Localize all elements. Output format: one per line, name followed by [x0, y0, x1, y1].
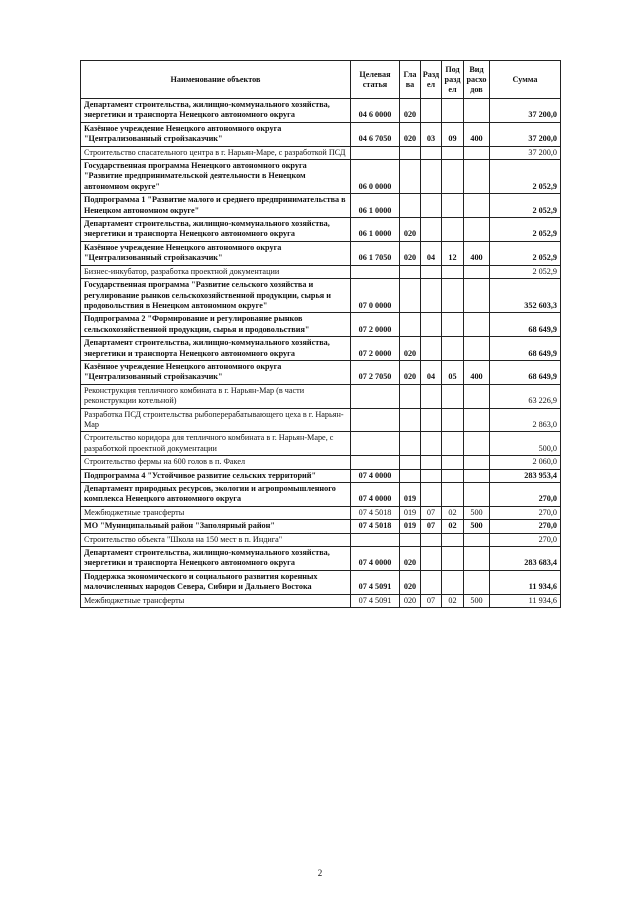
cell-article: [351, 146, 400, 159]
table-row: [81, 520, 561, 533]
table-row: [81, 160, 561, 194]
table-row: [81, 265, 561, 278]
table-row: [81, 146, 561, 159]
cell-section: [421, 337, 442, 361]
cell-article: 07 4 5091: [351, 594, 400, 607]
cell-sum: 63 226,9: [490, 384, 561, 408]
cell-subsection: 02: [442, 506, 464, 519]
table-row: [81, 570, 561, 594]
cell-sum: 68 649,9: [490, 360, 561, 384]
table-row: [81, 533, 561, 546]
cell-expense-type: [464, 533, 490, 546]
table-row: [81, 337, 561, 361]
column-header-sum: Сумма: [490, 61, 561, 99]
cell-expense-type: [464, 384, 490, 408]
cell-subsection: 12: [442, 241, 464, 265]
cell-expense-type: 500: [464, 506, 490, 519]
cell-name: Государственная программа Ненецкого автономного округа "Развитие предпринимательской деятельности в Ненецком автономном округе": [81, 160, 351, 194]
cell-sum: 2 052,9: [490, 265, 561, 278]
cell-expense-type: [464, 99, 490, 123]
table-row: [81, 456, 561, 469]
cell-name: Строительство коридора для тепличного комбината в г. Нарьян-Маре, с разработкой проектной документации: [81, 432, 351, 456]
cell-name: Департамент строительства, жилищно-коммунального хозяйства, энергетики и транспорта Ненецкого автономного округа: [81, 547, 351, 571]
cell-sum: 270,0: [490, 520, 561, 533]
cell-section: [421, 384, 442, 408]
cell-name: Подпрограмма 2 "Формирование и регулирование рынков сельскохозяйственной продукции, сырья и продовольствия": [81, 313, 351, 337]
cell-sum: 2 052,9: [490, 241, 561, 265]
cell-sum: 2 052,9: [490, 218, 561, 242]
cell-chapter: 019: [400, 483, 421, 507]
cell-subsection: [442, 146, 464, 159]
cell-section: [421, 533, 442, 546]
cell-article: 07 4 5018: [351, 506, 400, 519]
cell-article: 06 1 0000: [351, 194, 400, 218]
cell-name: Межбюджетные трансферты: [81, 594, 351, 607]
table-row: [81, 408, 561, 432]
cell-sum: 270,0: [490, 533, 561, 546]
table-row: [81, 547, 561, 571]
cell-section: [421, 265, 442, 278]
cell-subsection: [442, 408, 464, 432]
table-row: [81, 594, 561, 607]
cell-article: 06 0 0000: [351, 160, 400, 194]
cell-subsection: 02: [442, 520, 464, 533]
cell-chapter: 020: [400, 218, 421, 242]
cell-chapter: [400, 313, 421, 337]
table-row: [81, 194, 561, 218]
table-row: [81, 469, 561, 482]
table-body: [81, 99, 561, 608]
cell-expense-type: [464, 547, 490, 571]
cell-subsection: [442, 533, 464, 546]
cell-name: Департамент строительства, жилищно-коммунального хозяйства, энергетики и транспорта Ненецкого автономного округа: [81, 99, 351, 123]
cell-name: Бизнес-инкубатор, разработка проектной документации: [81, 265, 351, 278]
cell-sum: 37 200,0: [490, 122, 561, 146]
cell-article: 06 1 7050: [351, 241, 400, 265]
cell-subsection: [442, 279, 464, 313]
cell-expense-type: [464, 337, 490, 361]
cell-article: 07 4 5018: [351, 520, 400, 533]
cell-article: 07 2 0000: [351, 337, 400, 361]
cell-section: 04: [421, 241, 442, 265]
cell-chapter: 020: [400, 122, 421, 146]
cell-expense-type: [464, 408, 490, 432]
cell-chapter: [400, 265, 421, 278]
cell-name: Строительство спасательного центра в г. Нарьян-Маре, с разработкой ПСД: [81, 146, 351, 159]
cell-section: [421, 279, 442, 313]
cell-section: [421, 160, 442, 194]
cell-article: [351, 265, 400, 278]
cell-article: 07 2 7050: [351, 360, 400, 384]
cell-article: 07 2 0000: [351, 313, 400, 337]
cell-article: 04 6 0000: [351, 99, 400, 123]
cell-section: 07: [421, 520, 442, 533]
cell-sum: 2 052,9: [490, 194, 561, 218]
cell-subsection: [442, 547, 464, 571]
cell-article: 04 6 7050: [351, 122, 400, 146]
table-row: [81, 483, 561, 507]
cell-subsection: [442, 218, 464, 242]
cell-sum: 68 649,9: [490, 313, 561, 337]
cell-subsection: 05: [442, 360, 464, 384]
cell-chapter: 020: [400, 547, 421, 571]
cell-section: [421, 99, 442, 123]
cell-section: 03: [421, 122, 442, 146]
cell-sum: 11 934,6: [490, 594, 561, 607]
cell-expense-type: [464, 218, 490, 242]
cell-sum: 2 060,0: [490, 456, 561, 469]
cell-section: [421, 483, 442, 507]
cell-name: Государственная программа "Развитие сельского хозяйства и регулирование рынков сельскохозяйственной продукции, сырья и продовольствия в Ненецком автономном округе": [81, 279, 351, 313]
cell-sum: 283 683,4: [490, 547, 561, 571]
cell-name: Казённое учреждение Ненецкого автономного округа "Централизованный стройзаказчик": [81, 241, 351, 265]
cell-subsection: [442, 265, 464, 278]
cell-expense-type: [464, 265, 490, 278]
cell-article: 07 4 5091: [351, 570, 400, 594]
cell-section: [421, 146, 442, 159]
cell-sum: 37 200,0: [490, 146, 561, 159]
cell-name: Казённое учреждение Ненецкого автономного округа "Централизованный стройзаказчик": [81, 360, 351, 384]
cell-name: МО "Муниципальный район "Заполярный район": [81, 520, 351, 533]
cell-article: 07 4 0000: [351, 547, 400, 571]
cell-subsection: [442, 456, 464, 469]
cell-subsection: [442, 483, 464, 507]
cell-section: 07: [421, 506, 442, 519]
cell-section: [421, 456, 442, 469]
cell-expense-type: [464, 279, 490, 313]
cell-section: 04: [421, 360, 442, 384]
column-header-subsection: Под разд ел: [442, 61, 464, 99]
cell-chapter: [400, 456, 421, 469]
cell-subsection: [442, 313, 464, 337]
cell-name: Реконструкция тепличного комбината в г. Нарьян-Мар (в части реконструкции котельной): [81, 384, 351, 408]
cell-chapter: 020: [400, 594, 421, 607]
cell-chapter: 020: [400, 337, 421, 361]
cell-expense-type: [464, 570, 490, 594]
cell-section: [421, 218, 442, 242]
table-row: [81, 313, 561, 337]
cell-article: [351, 533, 400, 546]
cell-name: Строительство объекта "Школа на 150 мест в п. Индига": [81, 533, 351, 546]
cell-section: 07: [421, 594, 442, 607]
cell-expense-type: [464, 456, 490, 469]
table-header-row: [81, 61, 561, 99]
cell-chapter: [400, 146, 421, 159]
cell-subsection: [442, 469, 464, 482]
cell-expense-type: 500: [464, 520, 490, 533]
cell-article: [351, 456, 400, 469]
table-row: [81, 218, 561, 242]
cell-article: [351, 384, 400, 408]
cell-chapter: [400, 160, 421, 194]
column-header-expense-type: Вид расхо дов: [464, 61, 490, 99]
column-header-name: Наименование объектов: [81, 61, 351, 99]
cell-name: Казённое учреждение Ненецкого автономного округа "Централизованный стройзаказчик": [81, 122, 351, 146]
cell-sum: 2 863,0: [490, 408, 561, 432]
cell-section: [421, 313, 442, 337]
cell-chapter: [400, 533, 421, 546]
table-row: [81, 241, 561, 265]
cell-sum: 500,0: [490, 432, 561, 456]
cell-chapter: [400, 469, 421, 482]
cell-expense-type: [464, 160, 490, 194]
cell-article: 06 1 0000: [351, 218, 400, 242]
cell-subsection: [442, 99, 464, 123]
table-row: [81, 360, 561, 384]
cell-subsection: [442, 432, 464, 456]
cell-name: Межбюджетные трансферты: [81, 506, 351, 519]
cell-sum: 2 052,9: [490, 160, 561, 194]
cell-sum: 283 953,4: [490, 469, 561, 482]
cell-sum: 68 649,9: [490, 337, 561, 361]
cell-chapter: 019: [400, 520, 421, 533]
cell-name: Разработка ПСД строительства рыбоперерабатывающего цеха в г. Нарьян-Мар: [81, 408, 351, 432]
cell-name: Департамент строительства, жилищно-коммунального хозяйства, энергетики и транспорта Ненецкого автономного округа: [81, 337, 351, 361]
cell-chapter: 019: [400, 506, 421, 519]
cell-chapter: [400, 279, 421, 313]
cell-chapter: 020: [400, 570, 421, 594]
cell-expense-type: 400: [464, 360, 490, 384]
cell-section: [421, 547, 442, 571]
cell-article: [351, 408, 400, 432]
cell-sum: 352 603,3: [490, 279, 561, 313]
cell-expense-type: 400: [464, 241, 490, 265]
cell-name: Подпрограмма 1 "Развитие малого и среднего предпринимательства в Ненецком автономном округе": [81, 194, 351, 218]
table-row: [81, 432, 561, 456]
cell-chapter: [400, 408, 421, 432]
cell-chapter: [400, 432, 421, 456]
table-row: [81, 506, 561, 519]
cell-chapter: 020: [400, 360, 421, 384]
cell-sum: 270,0: [490, 483, 561, 507]
table-row: [81, 99, 561, 123]
cell-sum: 37 200,0: [490, 99, 561, 123]
cell-subsection: [442, 194, 464, 218]
cell-subsection: [442, 337, 464, 361]
page-number: 2: [317, 868, 323, 878]
cell-chapter: 020: [400, 241, 421, 265]
budget-table: [80, 60, 561, 608]
cell-article: 07 4 0000: [351, 469, 400, 482]
cell-sum: 270,0: [490, 506, 561, 519]
cell-subsection: 02: [442, 594, 464, 607]
cell-name: Департамент строительства, жилищно-коммунального хозяйства, энергетики и транспорта Ненецкого автономного округа: [81, 218, 351, 242]
cell-name: Поддержка экономического и социального развития коренных малочисленных народов Севера, Сибири и Дальнего Востока: [81, 570, 351, 594]
table-row: [81, 384, 561, 408]
column-header-chapter: Гла ва: [400, 61, 421, 99]
cell-expense-type: [464, 432, 490, 456]
cell-sum: 11 934,6: [490, 570, 561, 594]
cell-section: [421, 432, 442, 456]
cell-name: Строительство фермы на 600 голов в п. Факел: [81, 456, 351, 469]
cell-expense-type: 400: [464, 122, 490, 146]
cell-expense-type: 500: [464, 594, 490, 607]
column-header-article: Целевая статья: [351, 61, 400, 99]
cell-article: [351, 432, 400, 456]
column-header-section: Разд ел: [421, 61, 442, 99]
table-row: [81, 279, 561, 313]
cell-expense-type: [464, 194, 490, 218]
cell-subsection: [442, 384, 464, 408]
table-row: [81, 122, 561, 146]
cell-expense-type: [464, 469, 490, 482]
cell-name: Департамент природных ресурсов, экологии и агропромышленного комплекса Ненецкого автономного округа: [81, 483, 351, 507]
cell-subsection: [442, 160, 464, 194]
cell-section: [421, 408, 442, 432]
cell-subsection: 09: [442, 122, 464, 146]
cell-expense-type: [464, 483, 490, 507]
cell-expense-type: [464, 313, 490, 337]
cell-section: [421, 570, 442, 594]
cell-expense-type: [464, 146, 490, 159]
cell-subsection: [442, 570, 464, 594]
cell-article: 07 0 0000: [351, 279, 400, 313]
cell-section: [421, 194, 442, 218]
cell-chapter: [400, 384, 421, 408]
cell-article: 07 4 0000: [351, 483, 400, 507]
cell-name: Подпрограмма 4 "Устойчивое развитие сельских территорий": [81, 469, 351, 482]
cell-section: [421, 469, 442, 482]
cell-chapter: 020: [400, 99, 421, 123]
cell-chapter: [400, 194, 421, 218]
